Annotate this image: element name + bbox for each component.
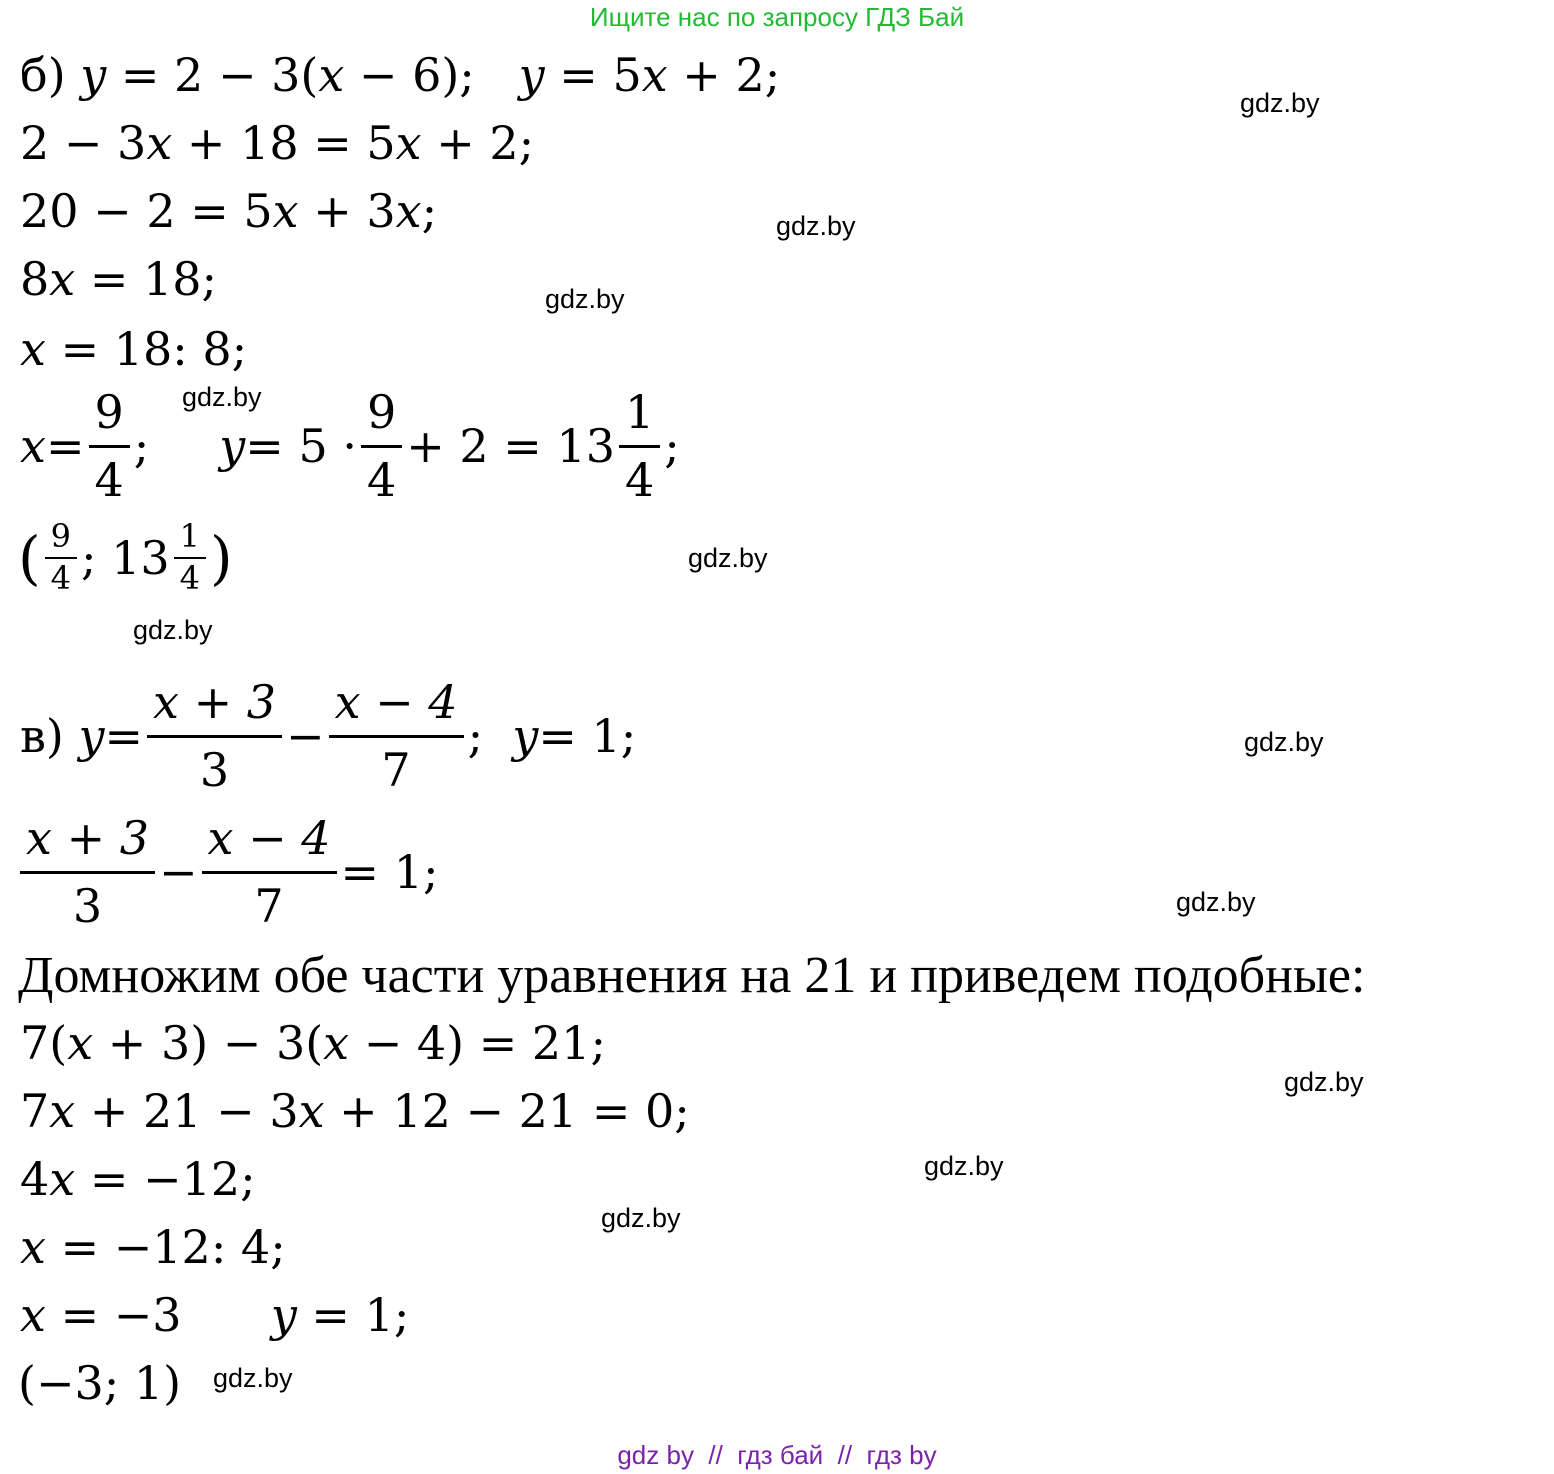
v-line-5 [20, 1152, 256, 1206]
denominator: 7 [381, 742, 411, 797]
v-line-4 [20, 1084, 690, 1138]
expr: = 2 − 3( [120, 48, 319, 102]
watermark: gdz.by [601, 1203, 681, 1233]
expr: = [104, 709, 144, 764]
expr: − 4) = 21; [349, 1016, 606, 1070]
var: x [146, 116, 173, 170]
expr: 7 [20, 1084, 50, 1138]
watermark: gdz.by [1284, 1067, 1364, 1097]
watermark: gdz.by [213, 1363, 293, 1393]
b-answer [18, 517, 233, 597]
b-line-2 [20, 116, 535, 170]
expr: = 1; [296, 1288, 410, 1342]
expr: − [159, 845, 198, 900]
watermark: gdz.by [182, 382, 262, 412]
var: y [512, 709, 539, 764]
expr: + 2 = 13 [406, 419, 616, 474]
fraction [147, 676, 282, 797]
numerator: 1 [625, 385, 655, 439]
expr: = −3 [45, 1288, 182, 1342]
expr: ; 13 [81, 530, 170, 585]
expr: 4 [20, 1152, 50, 1206]
denominator: 4 [50, 558, 71, 597]
expr: ; [421, 184, 438, 238]
site-header: Ищите нас по запросу ГДЗ Бай [589, 2, 965, 32]
expr: 2 − 3 [20, 116, 147, 170]
var: x [395, 184, 422, 238]
paren: ( [18, 523, 41, 592]
fraction-bar [202, 871, 337, 874]
watermark: gdz.by [1240, 88, 1320, 118]
expr: = 1; [538, 709, 637, 764]
v-line-7 [20, 1288, 410, 1342]
numerator: 9 [366, 385, 397, 439]
numerator: x + 3 [26, 811, 149, 865]
denominator: 7 [254, 878, 284, 933]
fraction [329, 676, 464, 797]
watermark: gdz.by [776, 211, 856, 241]
fraction-bar [329, 735, 464, 738]
denominator: 4 [179, 558, 201, 597]
fraction [45, 517, 77, 597]
fraction-bar [147, 735, 282, 738]
fraction [361, 386, 402, 507]
v-line-1 [20, 676, 636, 797]
watermark: gdz.by [1176, 887, 1256, 917]
denominator: 4 [366, 452, 397, 507]
var: y [270, 1288, 297, 1342]
v-answer: (−3; 1) [18, 1356, 182, 1410]
expr: + 18 = 5 [172, 116, 396, 170]
expr: = −12; [75, 1152, 256, 1206]
expr: + 12 − 21 = 0; [324, 1084, 690, 1138]
expr: + 2; [667, 48, 781, 102]
b-line-1 [20, 48, 781, 102]
watermark: gdz.by [545, 284, 625, 314]
b-line-5 [20, 322, 248, 376]
var: x [323, 1016, 350, 1070]
var: x [20, 1220, 46, 1274]
fraction [202, 812, 337, 933]
expr: = [45, 419, 85, 474]
expr: 8 [20, 252, 50, 306]
var: x [67, 1016, 94, 1070]
watermark: gdz.by [1244, 727, 1324, 757]
expr: − 6); [344, 48, 475, 102]
fraction [619, 386, 660, 507]
var: x [49, 252, 76, 306]
v-label: в) [20, 709, 64, 764]
denominator: 4 [94, 452, 124, 507]
expr: + 21 − 3 [75, 1084, 299, 1138]
numerator: x + 3 [153, 675, 277, 729]
var: x [641, 48, 668, 102]
fraction-bar [361, 445, 402, 448]
var: x [20, 1288, 46, 1342]
expr: ; [664, 419, 680, 474]
var: x [272, 184, 299, 238]
expr: + 3) − 3( [93, 1016, 324, 1070]
expr: = 18: 8; [45, 322, 248, 376]
expr: + 3 [298, 184, 396, 238]
expr: = 1; [340, 845, 439, 900]
fraction [89, 386, 130, 507]
instruction-text: Домножим обе части уравнения на 21 и приведем подобные: [18, 947, 1366, 1004]
expr: 20 − 2 = 5 [20, 184, 273, 238]
var: y [518, 48, 545, 102]
var: x [318, 48, 345, 102]
expr: = 18; [75, 252, 218, 306]
v-line-6 [20, 1220, 286, 1274]
var: x [49, 1152, 76, 1206]
var: x [395, 116, 422, 170]
numerator: x − 4 [207, 811, 331, 865]
numerator: 1 [179, 517, 201, 555]
watermark: gdz.by [133, 615, 213, 645]
var: x [298, 1084, 325, 1138]
site-footer: gdz by // гдз бай // гдз by [617, 1440, 937, 1470]
v-line-3 [20, 1016, 606, 1070]
numerator: x − 4 [334, 675, 458, 729]
var: x [49, 1084, 76, 1138]
var: y [78, 709, 105, 764]
expr: ; [467, 709, 484, 764]
var: x [20, 419, 46, 474]
var: y [219, 419, 246, 474]
expr: + 2; [421, 116, 535, 170]
denominator: 3 [199, 742, 230, 797]
fraction-bar [20, 871, 155, 874]
watermark: gdz.by [688, 543, 768, 573]
expr: = −12: 4; [45, 1220, 286, 1274]
var: x [20, 322, 46, 376]
expr: − [286, 709, 325, 764]
var: y [80, 48, 107, 102]
watermark: gdz.by [924, 1151, 1004, 1181]
b-line-3 [20, 184, 438, 238]
b-line-4 [20, 252, 218, 306]
expr: ; [133, 419, 150, 474]
v-line-2 [16, 812, 438, 933]
expr: 7( [20, 1016, 68, 1070]
fraction-bar [89, 445, 130, 448]
numerator: 9 [94, 385, 124, 439]
fraction [20, 812, 155, 933]
numerator: 9 [50, 517, 71, 555]
b-label: б) [20, 48, 66, 102]
fraction [174, 517, 206, 597]
denominator: 4 [625, 452, 655, 507]
fraction-bar [619, 445, 660, 448]
expr: = 5 [559, 48, 642, 102]
paren: ) [210, 523, 233, 592]
b-line-6 [20, 386, 680, 507]
denominator: 3 [72, 878, 103, 933]
expr: = 5 · [245, 419, 357, 474]
